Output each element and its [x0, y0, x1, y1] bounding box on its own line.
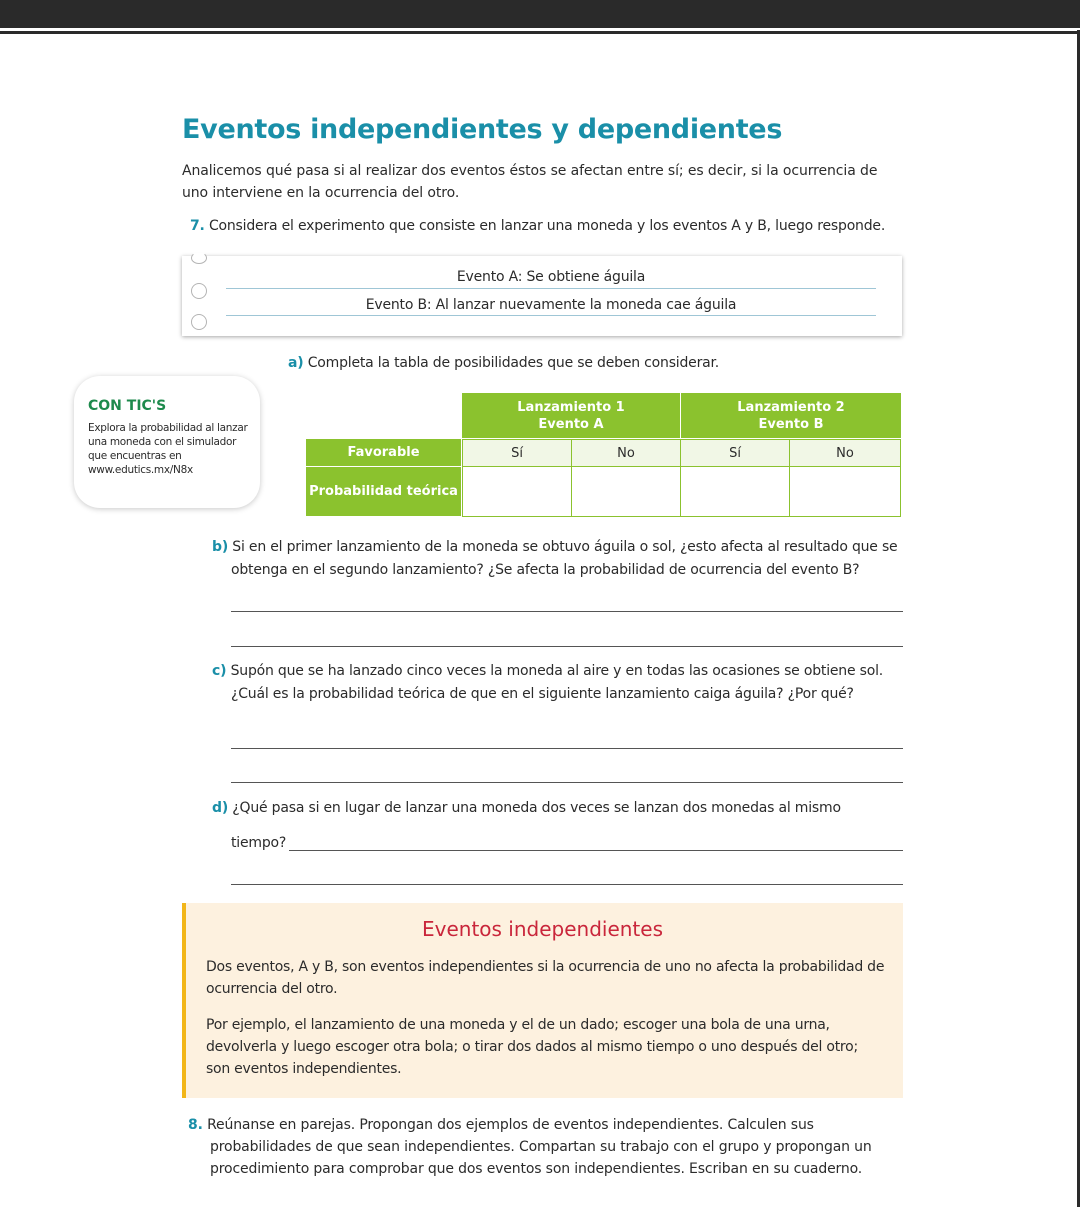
- question-8-number: 8.: [188, 1117, 203, 1133]
- part-a: [288, 355, 719, 371]
- concept-box-paragraph-2: Por ejemplo, el lanzamiento de una moneda y el de un dado; escoger una bola de una urna, devolverla y luego escoger otra bola; o tirar dos dados al mismo tiempo o uno después del otro; son eventos independientes.: [206, 1017, 858, 1077]
- table-cell-option: No: [789, 439, 901, 467]
- answer-line[interactable]: [289, 850, 903, 851]
- page-title: Eventos independientes y dependientes: [182, 114, 783, 145]
- question-7: [190, 218, 885, 234]
- part-c-text: Supón que se ha lanzado cinco veces la moneda al aire y en todas las ocasiones se obtiene sol. ¿Cuál es la probabilidad teórica de que en el siguiente lanzamiento caiga águila? ¿Por qué?: [230, 663, 884, 702]
- binder-ring-icon: [191, 283, 207, 299]
- event-a-line: [226, 288, 876, 289]
- table-cell-option: No: [571, 439, 681, 467]
- question-7-number: 7.: [190, 218, 205, 234]
- answer-line[interactable]: [231, 884, 903, 885]
- answer-line[interactable]: [231, 748, 903, 749]
- part-b-text: Si en el primer lanzamiento de la moneda se obtuvo águila o sol, ¿esto afecta al resultado que se obtenga en el segundo lanzamiento? ¿Se afecta la probabilidad de ocurrencia del evento B?: [231, 539, 898, 578]
- binder-ring-icon: [191, 252, 207, 264]
- answer-line[interactable]: [231, 782, 903, 783]
- con-tics-title: CON TIC'S: [88, 398, 167, 414]
- intro-paragraph: Analicemos qué pasa si al realizar dos eventos éstos se afectan entre sí; es decir, si la ocurrencia de uno interviene en la ocurrencia del otro.: [182, 163, 878, 201]
- part-d-tail: tiempo?: [231, 835, 287, 851]
- part-a-label: a): [288, 355, 304, 371]
- part-c: [212, 660, 904, 706]
- row-header-favorable: Favorable: [306, 439, 461, 466]
- table-cell-option: Sí: [462, 439, 572, 467]
- answer-line[interactable]: [231, 646, 903, 647]
- answer-line[interactable]: [231, 611, 903, 612]
- question-8: [188, 1114, 904, 1180]
- question-7-text: Considera el experimento que consiste en lanzar una moneda y los eventos A y B, luego responde.: [208, 218, 886, 234]
- row-header-probability: Probabilidad teórica: [306, 467, 461, 516]
- part-b: [212, 536, 904, 582]
- table-answer-cell[interactable]: [789, 466, 901, 517]
- table-cell-option: Sí: [680, 439, 790, 467]
- top-rule: [0, 31, 1080, 34]
- table-answer-cell[interactable]: [571, 466, 681, 517]
- part-d: [212, 797, 904, 820]
- event-b-text: Evento B: Al lanzar nuevamente la moneda cae águila: [365, 297, 737, 313]
- header-launch-1-line2: Evento A: [538, 416, 604, 432]
- question-8-text: Reúnanse en parejas. Propongan dos ejemplos de eventos independientes. Calculen sus probabilidades de que sean independientes. Compartan su trabajo con el grupo y propongan un procedimiento para comprobar que dos eventos son independientes. Escriban en su cuaderno.: [207, 1117, 872, 1177]
- table-answer-cell[interactable]: [680, 466, 790, 517]
- header-launch-1-line1: Lanzamiento 1: [517, 399, 625, 415]
- part-c-label: c): [212, 663, 227, 679]
- header-launch-1: [462, 393, 680, 438]
- concept-box-paragraph-1: Dos eventos, A y B, son eventos independientes si la ocurrencia de uno no afecta la probabilidad de ocurrencia del otro.: [206, 959, 885, 997]
- part-d-label: d): [212, 800, 229, 816]
- part-d-text: ¿Qué pasa si en lugar de lanzar una moneda dos veces se lanzan dos monedas al mismo: [232, 800, 841, 816]
- part-a-text: Completa la tabla de posibilidades que se deben considerar.: [307, 355, 720, 371]
- part-b-label: b): [212, 539, 229, 555]
- header-launch-2-line2: Evento B: [758, 416, 824, 432]
- table-answer-cell[interactable]: [462, 466, 572, 517]
- header-launch-2-line1: Lanzamiento 2: [737, 399, 845, 415]
- event-b-line: [226, 315, 876, 316]
- binder-ring-icon: [191, 314, 207, 330]
- event-a-text: Evento A: Se obtiene águila: [456, 269, 646, 285]
- header-launch-2: [681, 393, 901, 438]
- concept-box-title: Eventos independientes: [421, 917, 663, 941]
- top-bar: [0, 0, 1080, 28]
- events-card: [182, 256, 902, 336]
- con-tics-body: Explora la probabilidad al lanzar una moneda con el simulador que encuentras en www.edutics.mx/N8x: [88, 422, 248, 476]
